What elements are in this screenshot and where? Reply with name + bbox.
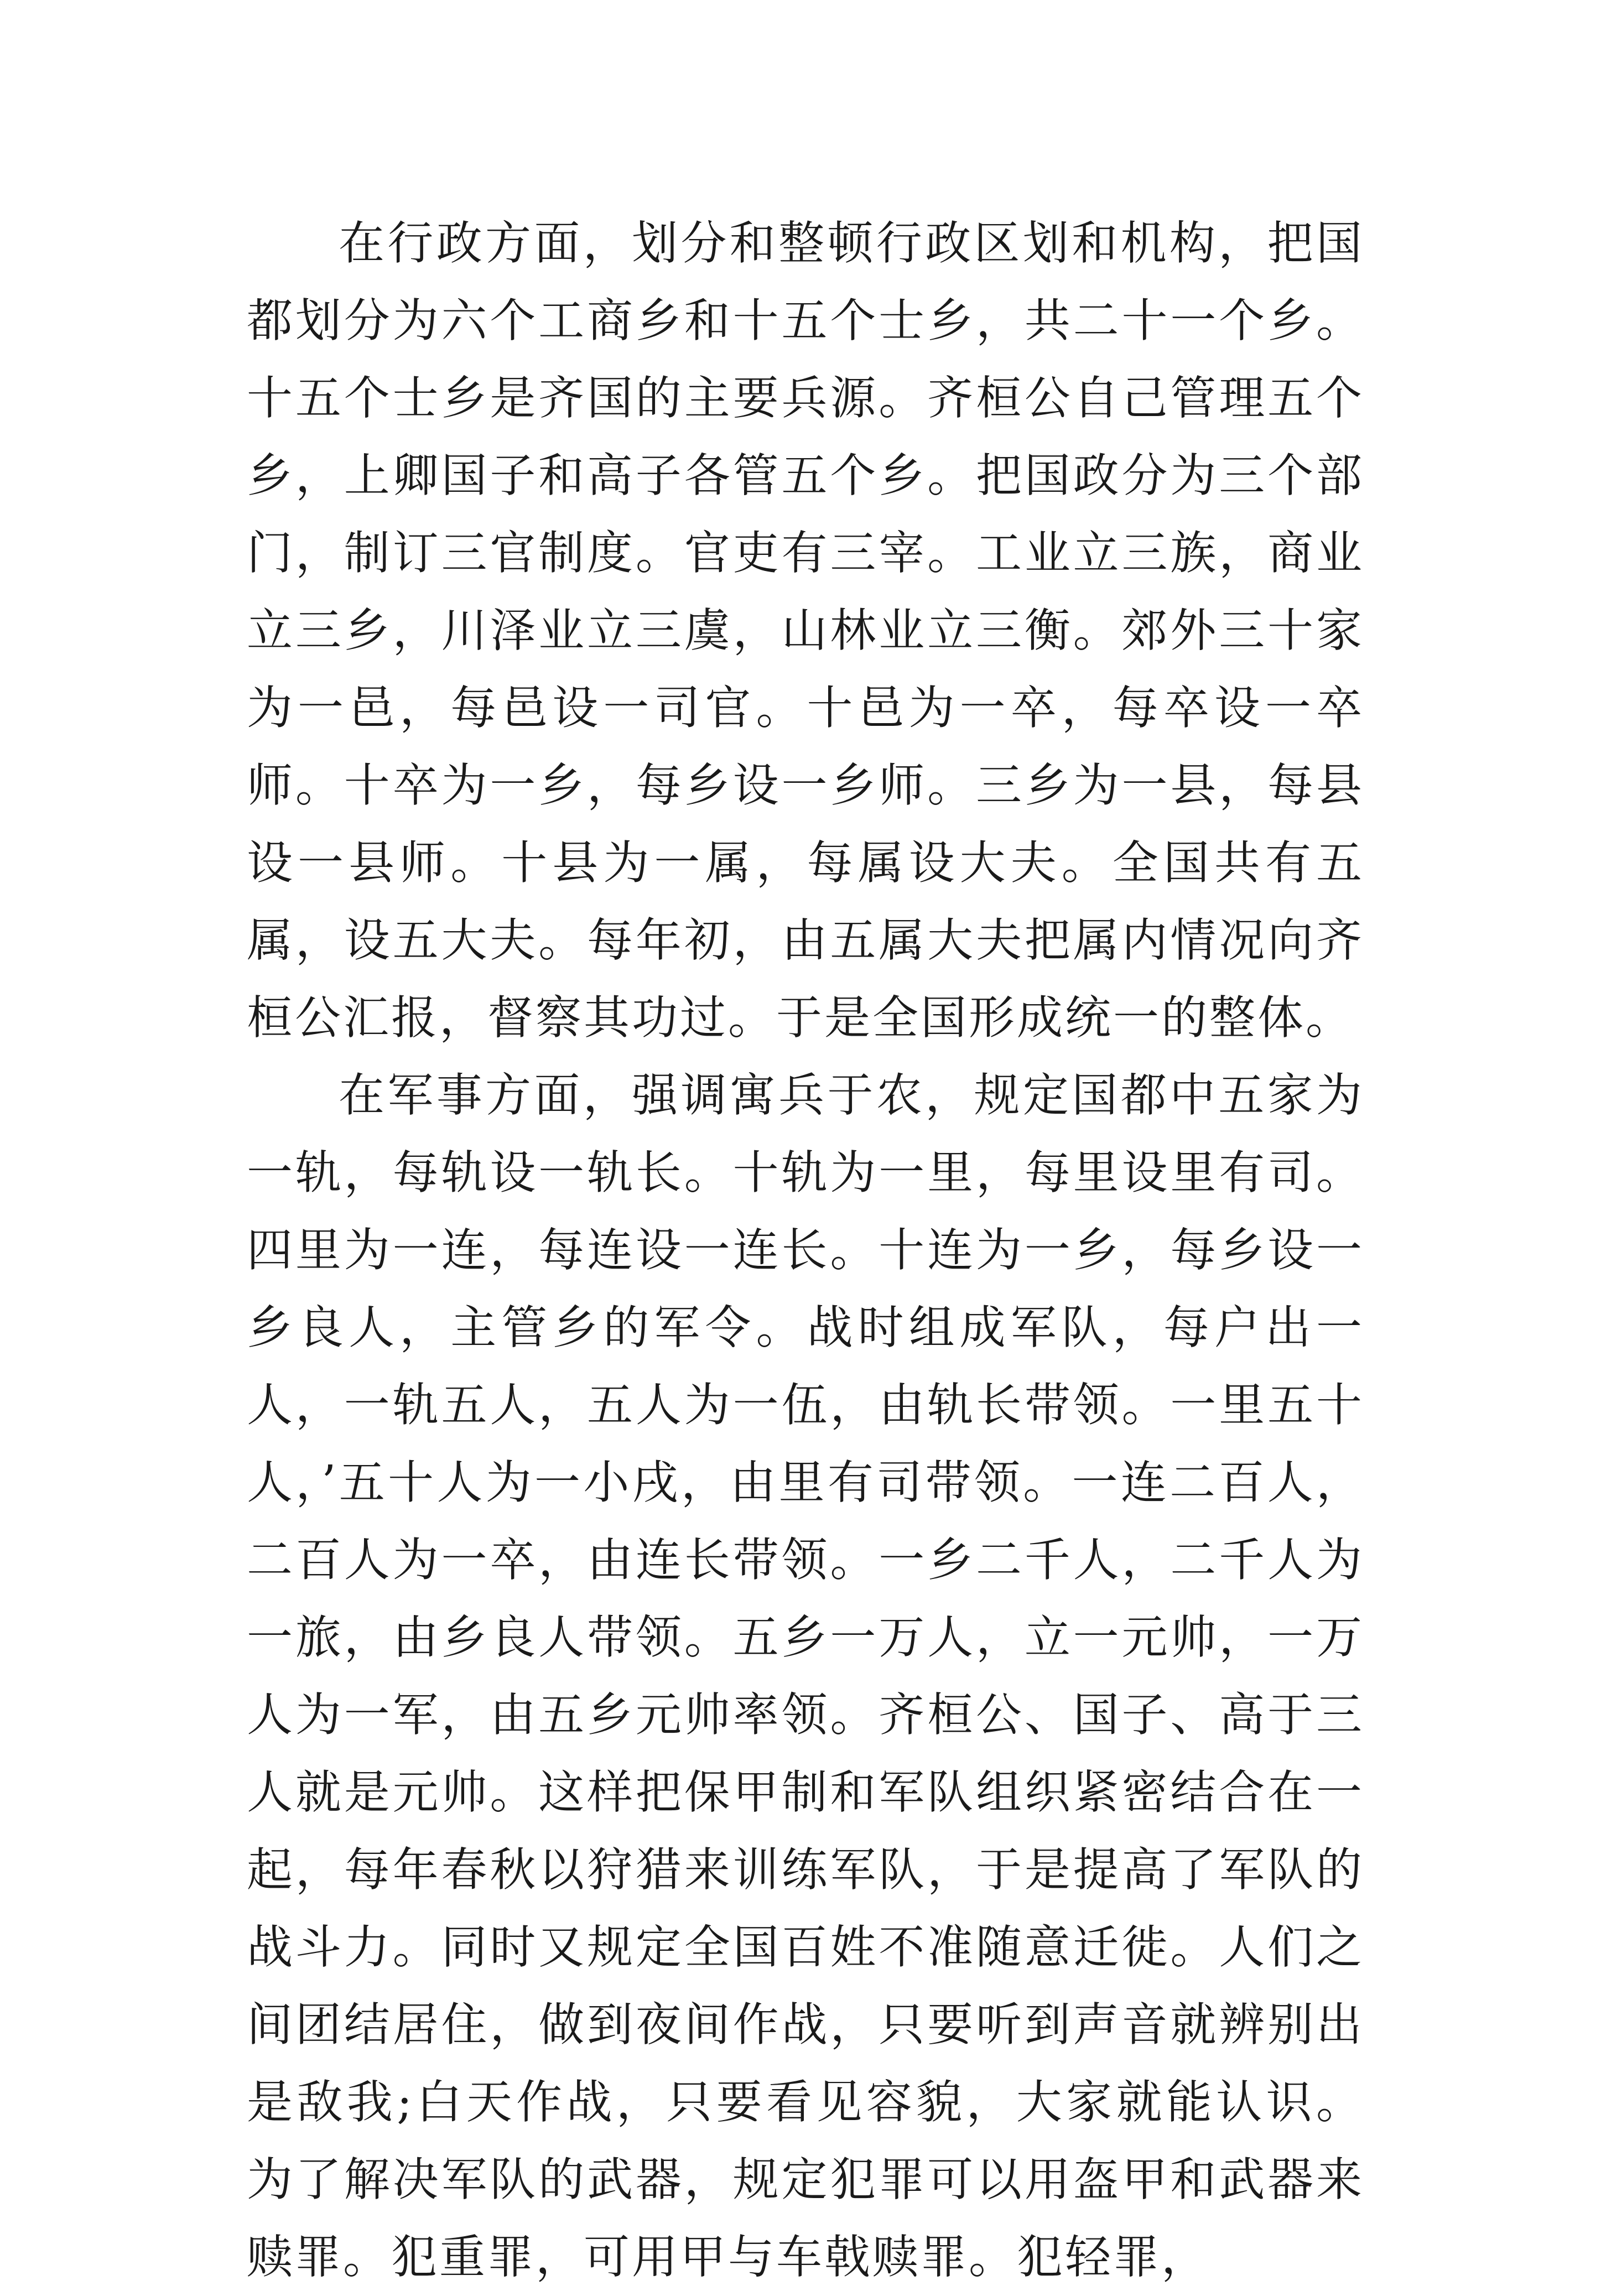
paragraph-administration: 在行政方面，划分和整顿行政区划和机构，把国都划分为六个工商乡和十五个士乡，共二十一个乡。十五个士乡是齐国的主要兵源。齐桓公自己管理五个乡，上卿国子和高子各管五个乡。把国政分为三个部门，制订三官制度。官吏有三宰。工业立三族，商业立三乡，川泽业立三虞，山林业立三衡。郊外三十家为一邑，每邑设一司官。十邑为一卒，每卒设一卒师。十卒为一乡，每乡设一乡师。三乡为一县，每县设一县师。十县为一属，每属设大夫。全国共有五属，设五大夫。每年初，由五属大夫把属内情况向齐桓公汇报，督察其功过。于是全国形成统一的整体。 [247, 216, 1364, 1045]
document-body [247, 205, 1364, 2296]
paragraph-military: 在军事方面，强调寓兵于农，规定国都中五家为一轨，每轨设一轨长。十轨为一里，每里设里有司。四里为一连，每连设一连长。十连为一乡，每乡设一乡良人，主管乡的军令。战时组成军队，每户出一人，一轨五人，五人为一伍，由轨长带领。一里五十人，’五十人为一小戌，由里有司带领。一连二百人，二百人为一卒，由连长带领。一乡二千人，二千人为一旅，由乡良人带领。五乡一万人，立一元帅，一万人为一军，由五乡元帅率领。齐桓公、国子、高于三人就是元帅。这样把保甲制和军队组织紧密结合在一起，每年春秋以狩猎来训练军队，于是提高了军队的战斗力。同时又规定全国百姓不准随意迁徙。人们之间团结居住，做到夜间作战，只要听到声音就辨别出是敌我;白天作战，只要看见容貌，大家就能认识。为了解决军队的武器，规定犯罪可以用盔甲和武器来赎罪。犯重罪，可用甲与车戟赎罪。犯轻罪， [247, 1068, 1364, 2284]
